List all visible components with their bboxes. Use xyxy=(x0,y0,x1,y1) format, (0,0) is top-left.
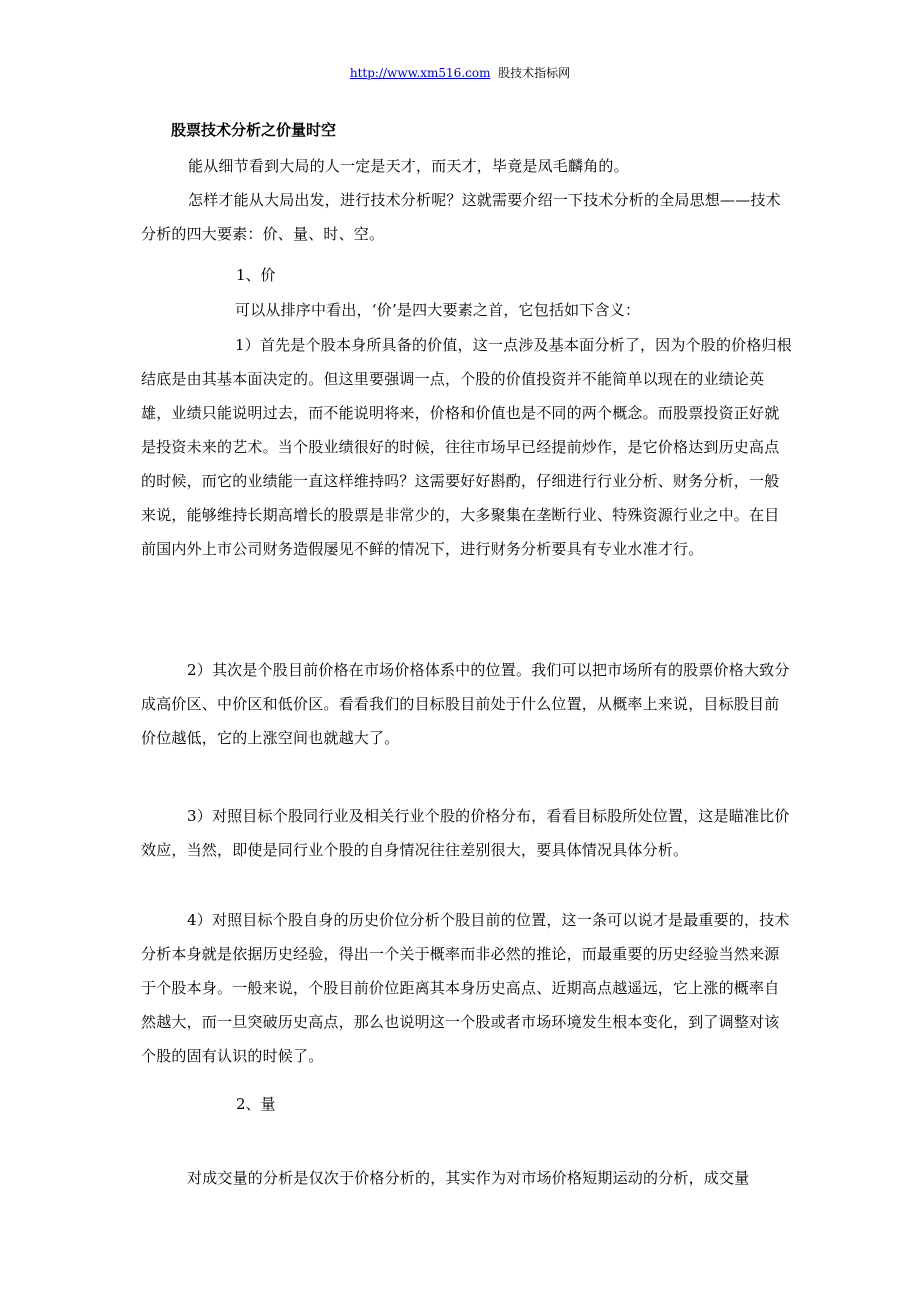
paragraph-volume-intro: 对成交量的分析是仅次于价格分析的，其实作为对市场价格短期运动的分析，成交量 xyxy=(187,1169,750,1187)
site-name: 股技术指标网 xyxy=(498,66,571,80)
section-heading-volume: 2、量 xyxy=(236,1095,276,1113)
paragraph-intro: 能从细节看到大局的人一定是天才，而天才，毕竟是凤毛麟角的。 xyxy=(188,157,629,175)
paragraph-price-point-3: 3）对照目标个股同行业及相关行业个股的价格分布，看看目标股所处位置，这是瞄准比价效应，当然，即使是同行业个股的自身情况往往差别很大，要具体情况具体分析。 xyxy=(141,807,790,859)
paragraph-price-point-2: 2）其次是个股目前价格在市场价格体系中的位置。我们可以把市场所有的股票价格大致分成高价区、中价区和低价区。看看我们的目标股目前处于什么位置，从概率上来说，目标股目前价位越低，它的上涨空间也就越大了。 xyxy=(141,661,790,747)
paragraph-price-point-1: 1）首先是个股本身所具备的价值，这一点涉及基本面分析了，因为个股的价格归根结底是由其基本面决定的。但这里要强调一点，个股的价值投资并不能简单以现在的业绩论英雄，业绩只能说明过去，而不能说明将来，价格和价值也是不同的两个概念。而股票投资正好就是投资未来的艺术。当个股业绩很好的时候，往往市场早已经提前炒作，是它价格达到历史高点的时候，而它的业绩能一直这样维持吗？这需要好好斟酌，仔细进行行业分析、财务分析，一般来说，能够维持长期高增长的股票是非常少的，大多聚集在垄断行业、特殊资源行业之中。在目前国内外上市公司财务造假屡见不鲜的情况下，进行财务分析要具有专业水准才行。 xyxy=(141,336,792,558)
document-title: 股票技术分析之价量时空 xyxy=(171,121,337,139)
paragraph-price-point-4: 4）对照目标个股自身的历史价位分析个股目前的位置，这一条可以说才是最重要的，技术分析本身就是依据历史经验，得出一个关于概率而非必然的推论，而最重要的历史经验当然来源于个股本身。一般来说，个股目前价位距离其本身历史高点、近期高点越遥远，它上涨的概率自然越大，而一旦突破历史高点，那么也说明这一个股或者市场环境发生根本变化，到了调整对该个股的固有认识的时候了。 xyxy=(141,911,790,1065)
section-heading-price: 1、价 xyxy=(236,266,276,284)
page-header xyxy=(0,64,920,82)
paragraph-price-intro: 可以从排序中看出，‘价’是四大要素之首，它包括如下含义： xyxy=(235,301,641,319)
site-url-link[interactable]: http://www.xm516.com xyxy=(349,66,491,80)
paragraph-overview: 怎样才能从大局出发，进行技术分析呢？这就需要介绍一下技术分析的全局思想——技术分析的四大要素：价、量、时、空。 xyxy=(141,191,781,243)
